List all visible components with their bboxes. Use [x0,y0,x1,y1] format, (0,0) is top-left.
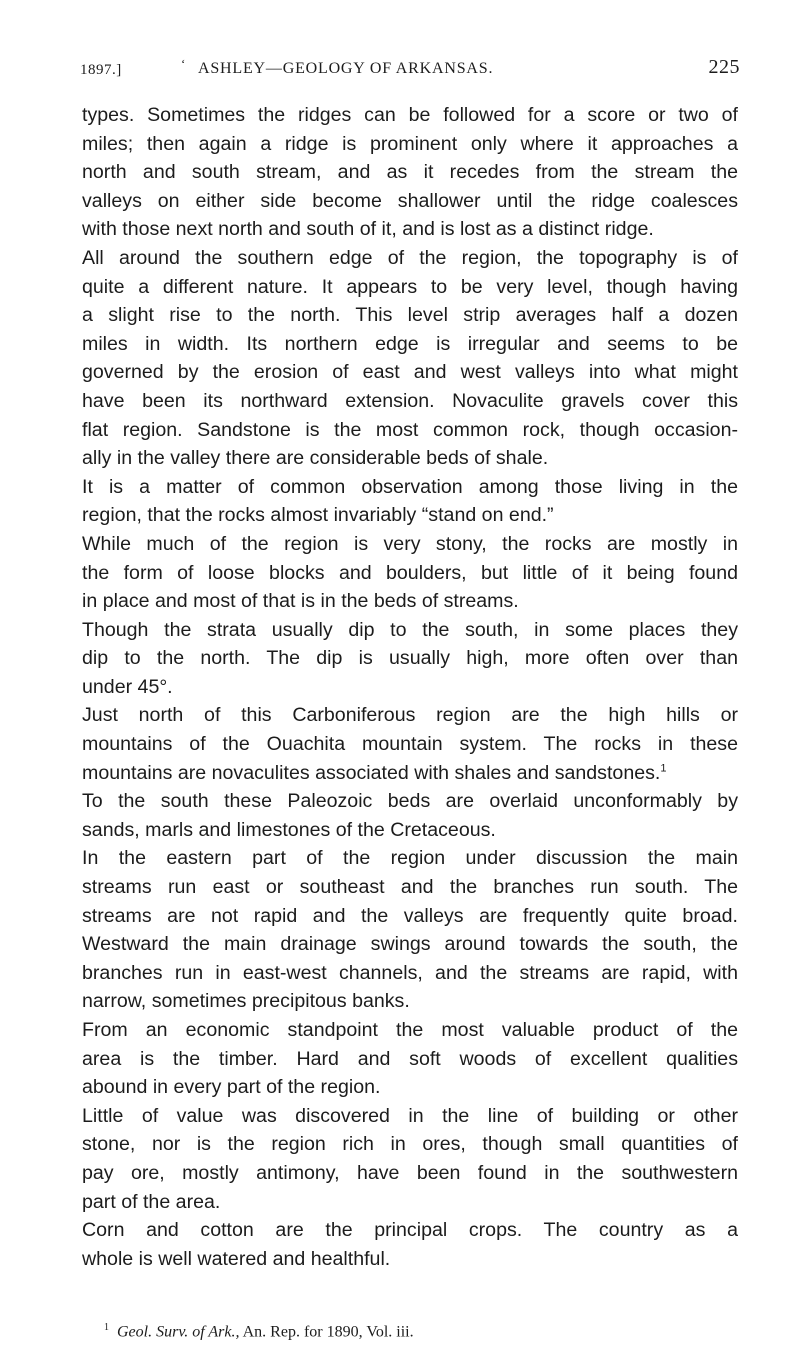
text-line [82,759,738,788]
text-line: area is the timber. Hard and soft woods of excellent qualities [82,1047,738,1070]
text-line: Little of value was discovered in the line of building or other [82,1104,738,1127]
text-line: branches run in east-west channels, and the streams are rapid, with [82,961,738,984]
text-line: While much of the region is very stony, the rocks are mostly in [82,532,738,555]
text-line: In the eastern part of the region under discussion the main [82,847,738,870]
text-line: whole is well watered and healthful. [82,1247,391,1270]
text-line: narrow, sometimes precipitous banks. [82,990,410,1013]
text-line: ally in the valley there are considerable beds of shale. [82,447,549,470]
text-line: streams run east or southeast and the branches run south. The [82,876,738,899]
text-line: valleys on either side become shallower until the ridge coalesces [82,189,738,212]
text-line: the form of loose blocks and boulders, but little of it being found [82,561,738,584]
text-line: under 45°. [82,675,173,698]
text-line: pay ore, mostly antimony, have been found in the southwestern [82,1161,738,1184]
header-year: 1897.] [80,62,122,78]
text-line: streams are not rapid and the valleys are frequently quite broad. [82,904,738,927]
text-line: governed by the erosion of east and west valleys into what might [82,361,738,384]
text-line: miles in width. Its northern edge is irregular and seems to be [82,332,738,355]
text-line: dip to the north. The dip is usually high, more often over than [82,647,738,670]
page-number: 225 [708,56,740,78]
text-line: part of the area. [82,1190,221,1213]
footnote-mark: 1 [104,1322,109,1333]
text-line: flat region. Sandstone is the most common rock, though occasion- [82,418,738,441]
text-line: in place and most of that is in the beds of streams. [82,590,519,613]
footnote-detail: An. Rep. for 1890, Vol. iii. [242,1323,414,1341]
text-line: sands, marls and limestones of the Cretaceous. [82,818,496,841]
text-line: have been its northward extension. Novaculite gravels cover this [82,389,738,412]
body-text [82,101,738,1273]
text-line: miles; then again a ridge is prominent only where it approaches a [82,132,738,155]
footnote [104,1322,414,1341]
header-tick-mark: ‘ [181,56,186,71]
text-line: Corn and cotton are the principal crops. The country as a [82,1219,738,1242]
text-line-content: mountains are novaculites associated with shales and sandstones. [82,761,661,784]
text-line: types. Sometimes the ridges can be followed for a score or two of [82,104,738,126]
text-line: To the south these Paleozoic beds are overlaid unconformably by [82,790,738,813]
text-line: region, that the rocks almost invariably “stand on end.” [82,504,554,527]
text-line: Though the strata usually dip to the south, in some places they [82,618,738,641]
text-line: with those next north and south of it, and is lost as a distinct ridge. [82,218,654,241]
text-line: stone, nor is the region rich in ores, though small quantities of [82,1133,738,1156]
footnote-reference: 1 [660,762,667,775]
footnote-source: Geol. Surv. of Ark., [117,1323,240,1341]
page-header [80,56,740,86]
text-line: It is a matter of common observation among those living in the [82,475,738,498]
text-line: Westward the main drainage swings around towards the south, the [82,933,738,956]
text-line: mountains of the Ouachita mountain system. The rocks in these [82,733,738,756]
text-line: quite a different nature. It appears to be very level, though having [82,275,738,298]
text-line: All around the southern edge of the region, the topography is of [82,246,738,269]
text-line: a slight rise to the north. This level strip averages half a dozen [82,304,738,327]
text-line: north and south stream, and as it recedes from the stream the [82,161,738,184]
text-line: Just north of this Carboniferous region are the high hills or [82,704,738,727]
text-line: abound in every part of the region. [82,1076,381,1099]
text-line: From an economic standpoint the most valuable product of the [82,1019,738,1041]
running-title: ASHLEY—GEOLOGY OF ARKANSAS. [198,60,494,77]
